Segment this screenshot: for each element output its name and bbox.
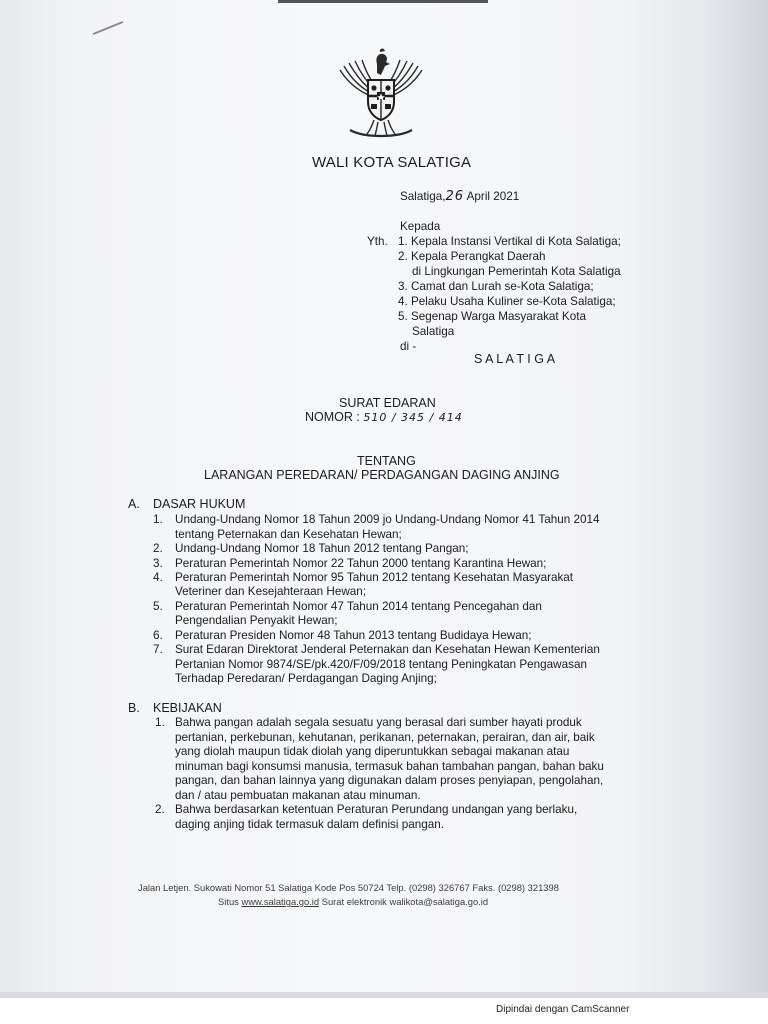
addressee-city: S A L A T I G A bbox=[474, 352, 556, 366]
yth-label: Yth. bbox=[367, 235, 388, 248]
date-place: Salatiga, bbox=[400, 190, 446, 203]
legal-basis-line: Peraturan Pemerintah Nomor 95 Tahun 2012 tentang Kesehatan Masyarakat bbox=[175, 571, 574, 584]
policy-line: minuman bagi konsumsi manusia, termasuk bahan tambahan pangan, bahan baku bbox=[175, 760, 604, 773]
policy-line: pertanian, perkebunan, kehutanan, perikanan, peternakan, perairan, dan air, baik bbox=[175, 731, 595, 744]
legal-basis-line: Surat Edaran Direktorat Jenderal Peternakan dan Kesehatan Hewan Kementerian bbox=[175, 643, 600, 656]
legal-basis-number: 1. bbox=[153, 513, 163, 526]
policy-line: Bahwa berdasarkan ketentuan Peraturan Perundang undangan yang berlaku, bbox=[175, 803, 578, 816]
addressee-line: Salatiga bbox=[412, 325, 455, 338]
document-number bbox=[305, 410, 463, 425]
garuda-emblem-icon bbox=[334, 46, 428, 142]
policy-number: 2. bbox=[155, 803, 165, 816]
footer-situs-label: Situs bbox=[218, 896, 239, 907]
date-line bbox=[400, 190, 519, 204]
section-a-marker: A. bbox=[128, 497, 140, 511]
date-month-year: April 2021 bbox=[466, 190, 520, 203]
document-type: SURAT EDARAN bbox=[339, 396, 436, 410]
legal-basis-number: 4. bbox=[153, 571, 163, 584]
policy-line: yang diolah maupun tidak diolah yang diperuntukkan sebagai makanan atau bbox=[175, 745, 570, 758]
addressee-line: 5. Segenap Warga Masyarakat Kota bbox=[398, 310, 586, 323]
section-a-title: DASAR HUKUM bbox=[153, 497, 246, 511]
policy-line: Bahwa pangan adalah segala sesuatu yang berasal dari sumber hayati produk bbox=[175, 716, 582, 729]
legal-basis-line: tentang Peternakan dan Kesehatan Hewan; bbox=[175, 528, 402, 541]
nomor-value-handwritten: 510 / 345 / 414 bbox=[363, 411, 463, 424]
footer-address: Jalan Letjen. Sukowati Nomor 51 Salatiga Kode Pos 50724 Telp. (0298) 326767 Faks. (0298) 321398 bbox=[138, 882, 559, 893]
addressee-line: 4. Pelaku Usaha Kuliner se-Kota Salatiga; bbox=[398, 295, 616, 308]
policy-line: pangan, dan bahan lainnya yang digunakan dalam proses penyiapan, pengolahan, bbox=[175, 774, 604, 787]
legal-basis-number: 6. bbox=[153, 629, 163, 642]
document-subject: LARANGAN PEREDARAN/ PERDAGANGAN DAGING ANJING bbox=[204, 468, 560, 482]
footer-email: Surat elektronik walikota@salatiga.go.id bbox=[321, 896, 489, 907]
di-label: di - bbox=[400, 340, 417, 353]
footer-contact bbox=[218, 896, 488, 908]
legal-basis-line: Pertanian Nomor 9874/SE/pk.420/F/09/2018 tentang Peningkatan Pengawasan bbox=[175, 658, 587, 671]
legal-basis-number: 2. bbox=[153, 542, 163, 555]
legal-basis-number: 5. bbox=[153, 600, 163, 613]
kepada-label: Kepada bbox=[400, 220, 441, 233]
legal-basis-line: Undang-Undang Nomor 18 Tahun 2012 tentang Pangan; bbox=[175, 542, 469, 555]
section-b-title: KEBIJAKAN bbox=[153, 701, 222, 715]
policy-line: daging anjing tidak termasuk dalam definisi pangan. bbox=[175, 818, 444, 831]
legal-basis-line: Pengendalian Penyakit Hewan; bbox=[175, 614, 338, 627]
legal-basis-line: Peraturan Pemerintah Nomor 47 Tahun 2014 tentang Pencegahan dan bbox=[175, 600, 542, 613]
addressee-line: di Lingkungan Pemerintah Kota Salatiga bbox=[412, 265, 621, 278]
legal-basis-line: Terhadap Peredaran/ Perdagangan Daging Anjing; bbox=[175, 672, 437, 685]
addressee-line: 3. Camat dan Lurah se-Kota Salatiga; bbox=[398, 280, 594, 293]
footer-website-link[interactable]: www.salatiga.go.id bbox=[241, 896, 320, 907]
scanner-caption: Dipindai dengan CamScanner bbox=[496, 1004, 630, 1015]
policy-line: dan / atau pembuatan makanan atau minuman. bbox=[175, 789, 421, 802]
legal-basis-line: Undang-Undang Nomor 18 Tahun 2009 jo Undang-Undang Nomor 41 Tahun 2014 bbox=[175, 513, 600, 526]
tentang-label: TENTANG bbox=[357, 454, 416, 468]
legal-basis-line: Peraturan Presiden Nomor 48 Tahun 2013 tentang Budidaya Hewan; bbox=[175, 629, 532, 642]
policy-number: 1. bbox=[155, 716, 165, 729]
section-b-marker: B. bbox=[128, 701, 140, 715]
addressee-line: 1. Kepala Instansi Vertikal di Kota Salatiga; bbox=[398, 235, 621, 248]
institution-title: WALI KOTA SALATIGA bbox=[312, 154, 472, 171]
legal-basis-line: Peraturan Pemerintah Nomor 22 Tahun 2000 tentang Karantina Hewan; bbox=[175, 557, 547, 570]
date-day-handwritten: 26 bbox=[445, 189, 465, 204]
legal-basis-number: 3. bbox=[153, 557, 163, 570]
addressee-line: 2. Kepala Perangkat Daerah bbox=[398, 250, 546, 263]
legal-basis-number: 7. bbox=[153, 643, 163, 656]
legal-basis-line: Veteriner dan Kesejahteraan Hewan; bbox=[175, 585, 367, 598]
nomor-label: NOMOR : bbox=[305, 410, 360, 424]
